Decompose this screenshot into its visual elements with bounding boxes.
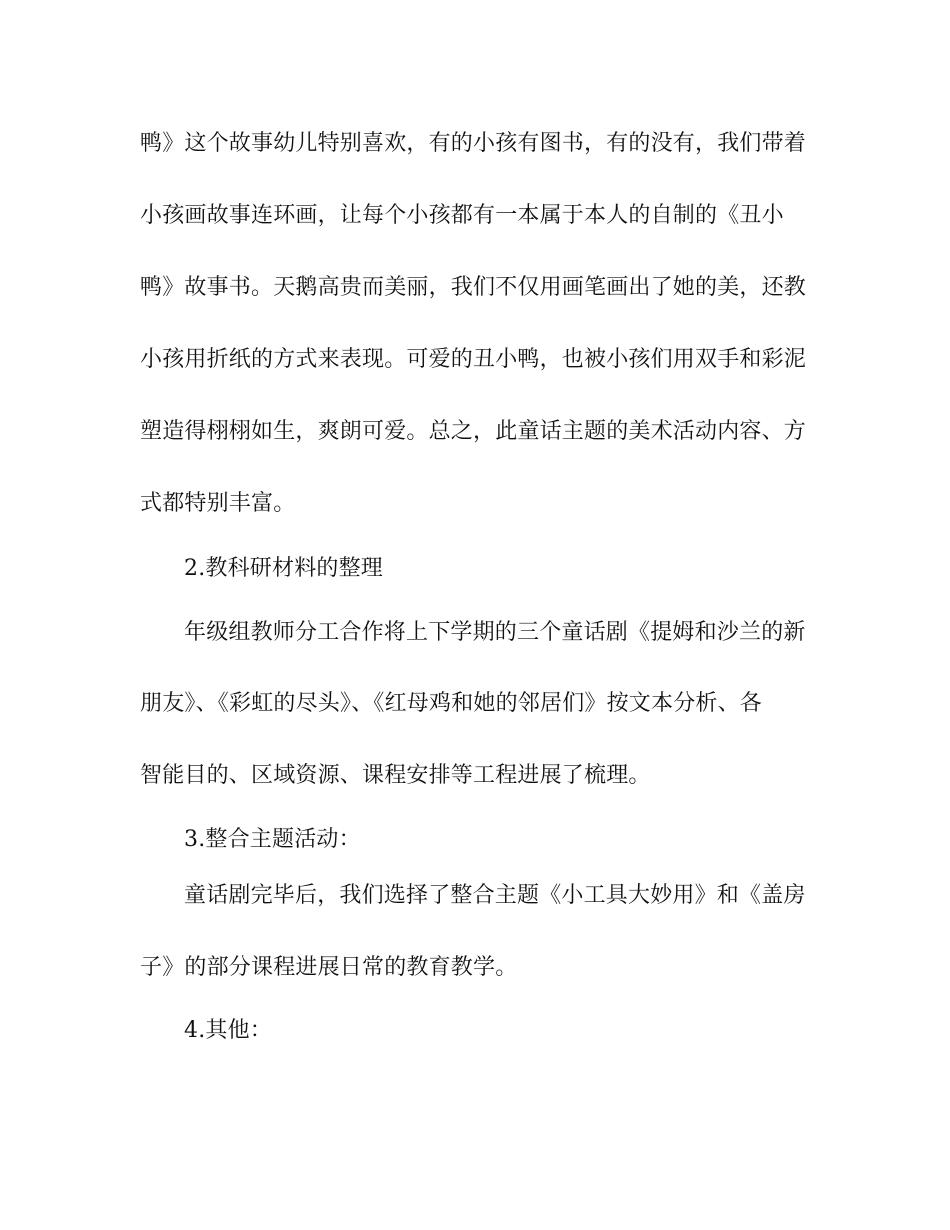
paragraph-line: 塑造得栩栩如生，爽朗可爱。总之，此童话主题的美术活动内容、方 [140,419,807,444]
section-heading: 4.其他： [184,1018,272,1043]
paragraph-line: 子》的部分课程进展日常的教育教学。 [140,955,518,980]
paragraph-line: 式都特别丰富。 [140,491,296,516]
paragraph-line: 童话剧完毕后，我们选择了整合主题《小工具大妙用》和《盖房 [184,883,806,908]
paragraph-line: 小孩画故事连环画，让每个小孩都有一本属于本人的自制的《丑小 [140,203,784,228]
paragraph-line: 年级组教师分工合作将上下学期的三个童话剧《提姆和沙兰的新 [184,620,806,645]
section-heading: 2.教科研材料的整理 [184,556,383,581]
paragraph-line: 鸭》这个故事幼儿特别喜欢，有的小孩有图书，有的没有，我们带着 [140,131,807,156]
paragraph-line: 小孩用折纸的方式来表现。可爱的丑小鸭，也被小孩们用双手和彩泥 [140,347,807,372]
paragraph-line: 朋友》、《彩虹的尽头》、《红母鸡和她的邻居们》按文本分析、各 [140,691,763,716]
paragraph-line: 智能目的、区域资源、课程安排等工程进展了梳理。 [140,763,651,788]
section-heading: 3.整合主题活动： [184,827,361,852]
paragraph-line: 鸭》故事书。天鹅高贵而美丽，我们不仅用画笔画出了她的美，还教 [140,275,807,300]
